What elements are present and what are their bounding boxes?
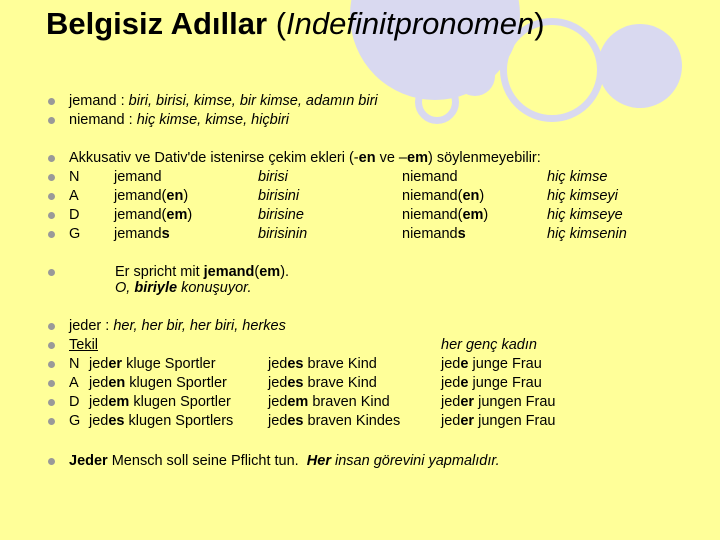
bullet-icon bbox=[48, 399, 55, 406]
table-row bbox=[0, 392, 720, 412]
table-row bbox=[0, 224, 720, 244]
table-row bbox=[0, 411, 720, 431]
table-row bbox=[0, 205, 720, 225]
definition-jeder: jeder : her, her bir, her biri, herkes bbox=[69, 318, 286, 334]
bullet-icon bbox=[48, 212, 55, 219]
example-turkish: O, biriyle konuşuyor. bbox=[115, 280, 252, 296]
case-label: D bbox=[69, 207, 80, 223]
title-german: Indefinitpronomen bbox=[286, 6, 535, 41]
table-row bbox=[0, 167, 720, 187]
bullet-icon bbox=[48, 174, 55, 181]
case-label: D bbox=[69, 394, 80, 410]
bullet-icon bbox=[48, 98, 55, 105]
birisi-form: birisine bbox=[258, 207, 304, 223]
feminine-phrase: jeder jungen Frau bbox=[441, 413, 556, 429]
feminine-phrase: jede junge Frau bbox=[441, 356, 542, 372]
masculine-phrase: jedes klugen Sportlers bbox=[89, 413, 234, 429]
neuter-phrase: jedes brave Kind bbox=[268, 356, 377, 372]
title-paren-close: ) bbox=[534, 6, 545, 41]
definition-jemand: jemand : biri, birisi, kimse, bir kimse, adamın biri bbox=[69, 93, 378, 109]
title-main: Belgisiz Adıllar bbox=[46, 6, 268, 41]
table-row bbox=[0, 186, 720, 206]
kimse-form: hiç kimsenin bbox=[547, 226, 627, 242]
jemand-form: jemand bbox=[114, 169, 162, 185]
neuter-phrase: jedem braven Kind bbox=[268, 394, 390, 410]
bullet-icon bbox=[48, 193, 55, 200]
birisi-form: birisinin bbox=[258, 226, 308, 242]
neuter-phrase: jedes brave Kind bbox=[268, 375, 377, 391]
example-german: Er spricht mit jemand(em). bbox=[115, 264, 290, 280]
kimse-form: hiç kimseye bbox=[547, 207, 623, 223]
definition-niemand: niemand : hiç kimse, kimse, hiçbiri bbox=[69, 112, 289, 128]
kimse-form: hiç kimseyi bbox=[547, 188, 618, 204]
bullet-icon bbox=[48, 342, 55, 349]
tekil-heading: Tekil bbox=[69, 337, 99, 353]
jemand-form: jemand(en) bbox=[114, 188, 189, 204]
title-paren-open: ( bbox=[267, 6, 287, 41]
bullet-icon bbox=[48, 418, 55, 425]
birisi-form: birisini bbox=[258, 188, 300, 204]
list-item bbox=[0, 316, 720, 336]
case-label: N bbox=[69, 356, 80, 372]
bullet-icon bbox=[48, 380, 55, 387]
case-label: A bbox=[69, 188, 79, 204]
jemand-form: jemands bbox=[114, 226, 170, 242]
niemand-form: niemand bbox=[402, 169, 458, 185]
case-label: N bbox=[69, 169, 80, 185]
niemand-form: niemands bbox=[402, 226, 466, 242]
list-item bbox=[0, 110, 720, 130]
example-turkish-row bbox=[0, 278, 720, 298]
case-label: G bbox=[69, 413, 81, 429]
bullet-icon bbox=[48, 323, 55, 330]
list-item bbox=[0, 451, 720, 471]
birisi-form: birisi bbox=[258, 169, 288, 185]
masculine-phrase: jedem klugen Sportler bbox=[89, 394, 231, 410]
niemand-form: niemand(em) bbox=[402, 207, 489, 223]
case-label: A bbox=[69, 375, 79, 391]
tekil-gloss: her genç kadın bbox=[441, 337, 537, 353]
case-label: G bbox=[69, 226, 81, 242]
feminine-phrase: jede junge Frau bbox=[441, 375, 542, 391]
list-item bbox=[0, 335, 720, 355]
declension-intro: Akkusativ ve Dativ'de istenirse çekim ekleri (-en ve –em) söylenmeyebilir: bbox=[69, 150, 541, 166]
bullet-icon bbox=[48, 117, 55, 124]
bullet-icon bbox=[48, 361, 55, 368]
final-example: Jeder Mensch soll seine Pflicht tun. Her insan görevini yapmalıdır. bbox=[69, 453, 500, 469]
table-row bbox=[0, 354, 720, 374]
niemand-form: niemand(en) bbox=[402, 188, 485, 204]
masculine-phrase: jeden klugen Sportler bbox=[89, 375, 227, 391]
list-item bbox=[0, 91, 720, 111]
jemand-form: jemand(em) bbox=[114, 207, 193, 223]
masculine-phrase: jeder kluge Sportler bbox=[89, 356, 216, 372]
bullet-icon bbox=[48, 155, 55, 162]
kimse-form: hiç kimse bbox=[547, 169, 608, 185]
bullet-icon bbox=[48, 269, 55, 276]
bullet-icon bbox=[48, 458, 55, 465]
neuter-phrase: jedes braven Kindes bbox=[268, 413, 401, 429]
feminine-phrase: jeder jungen Frau bbox=[441, 394, 556, 410]
list-item bbox=[0, 148, 720, 168]
table-row bbox=[0, 373, 720, 393]
bullet-icon bbox=[48, 231, 55, 238]
